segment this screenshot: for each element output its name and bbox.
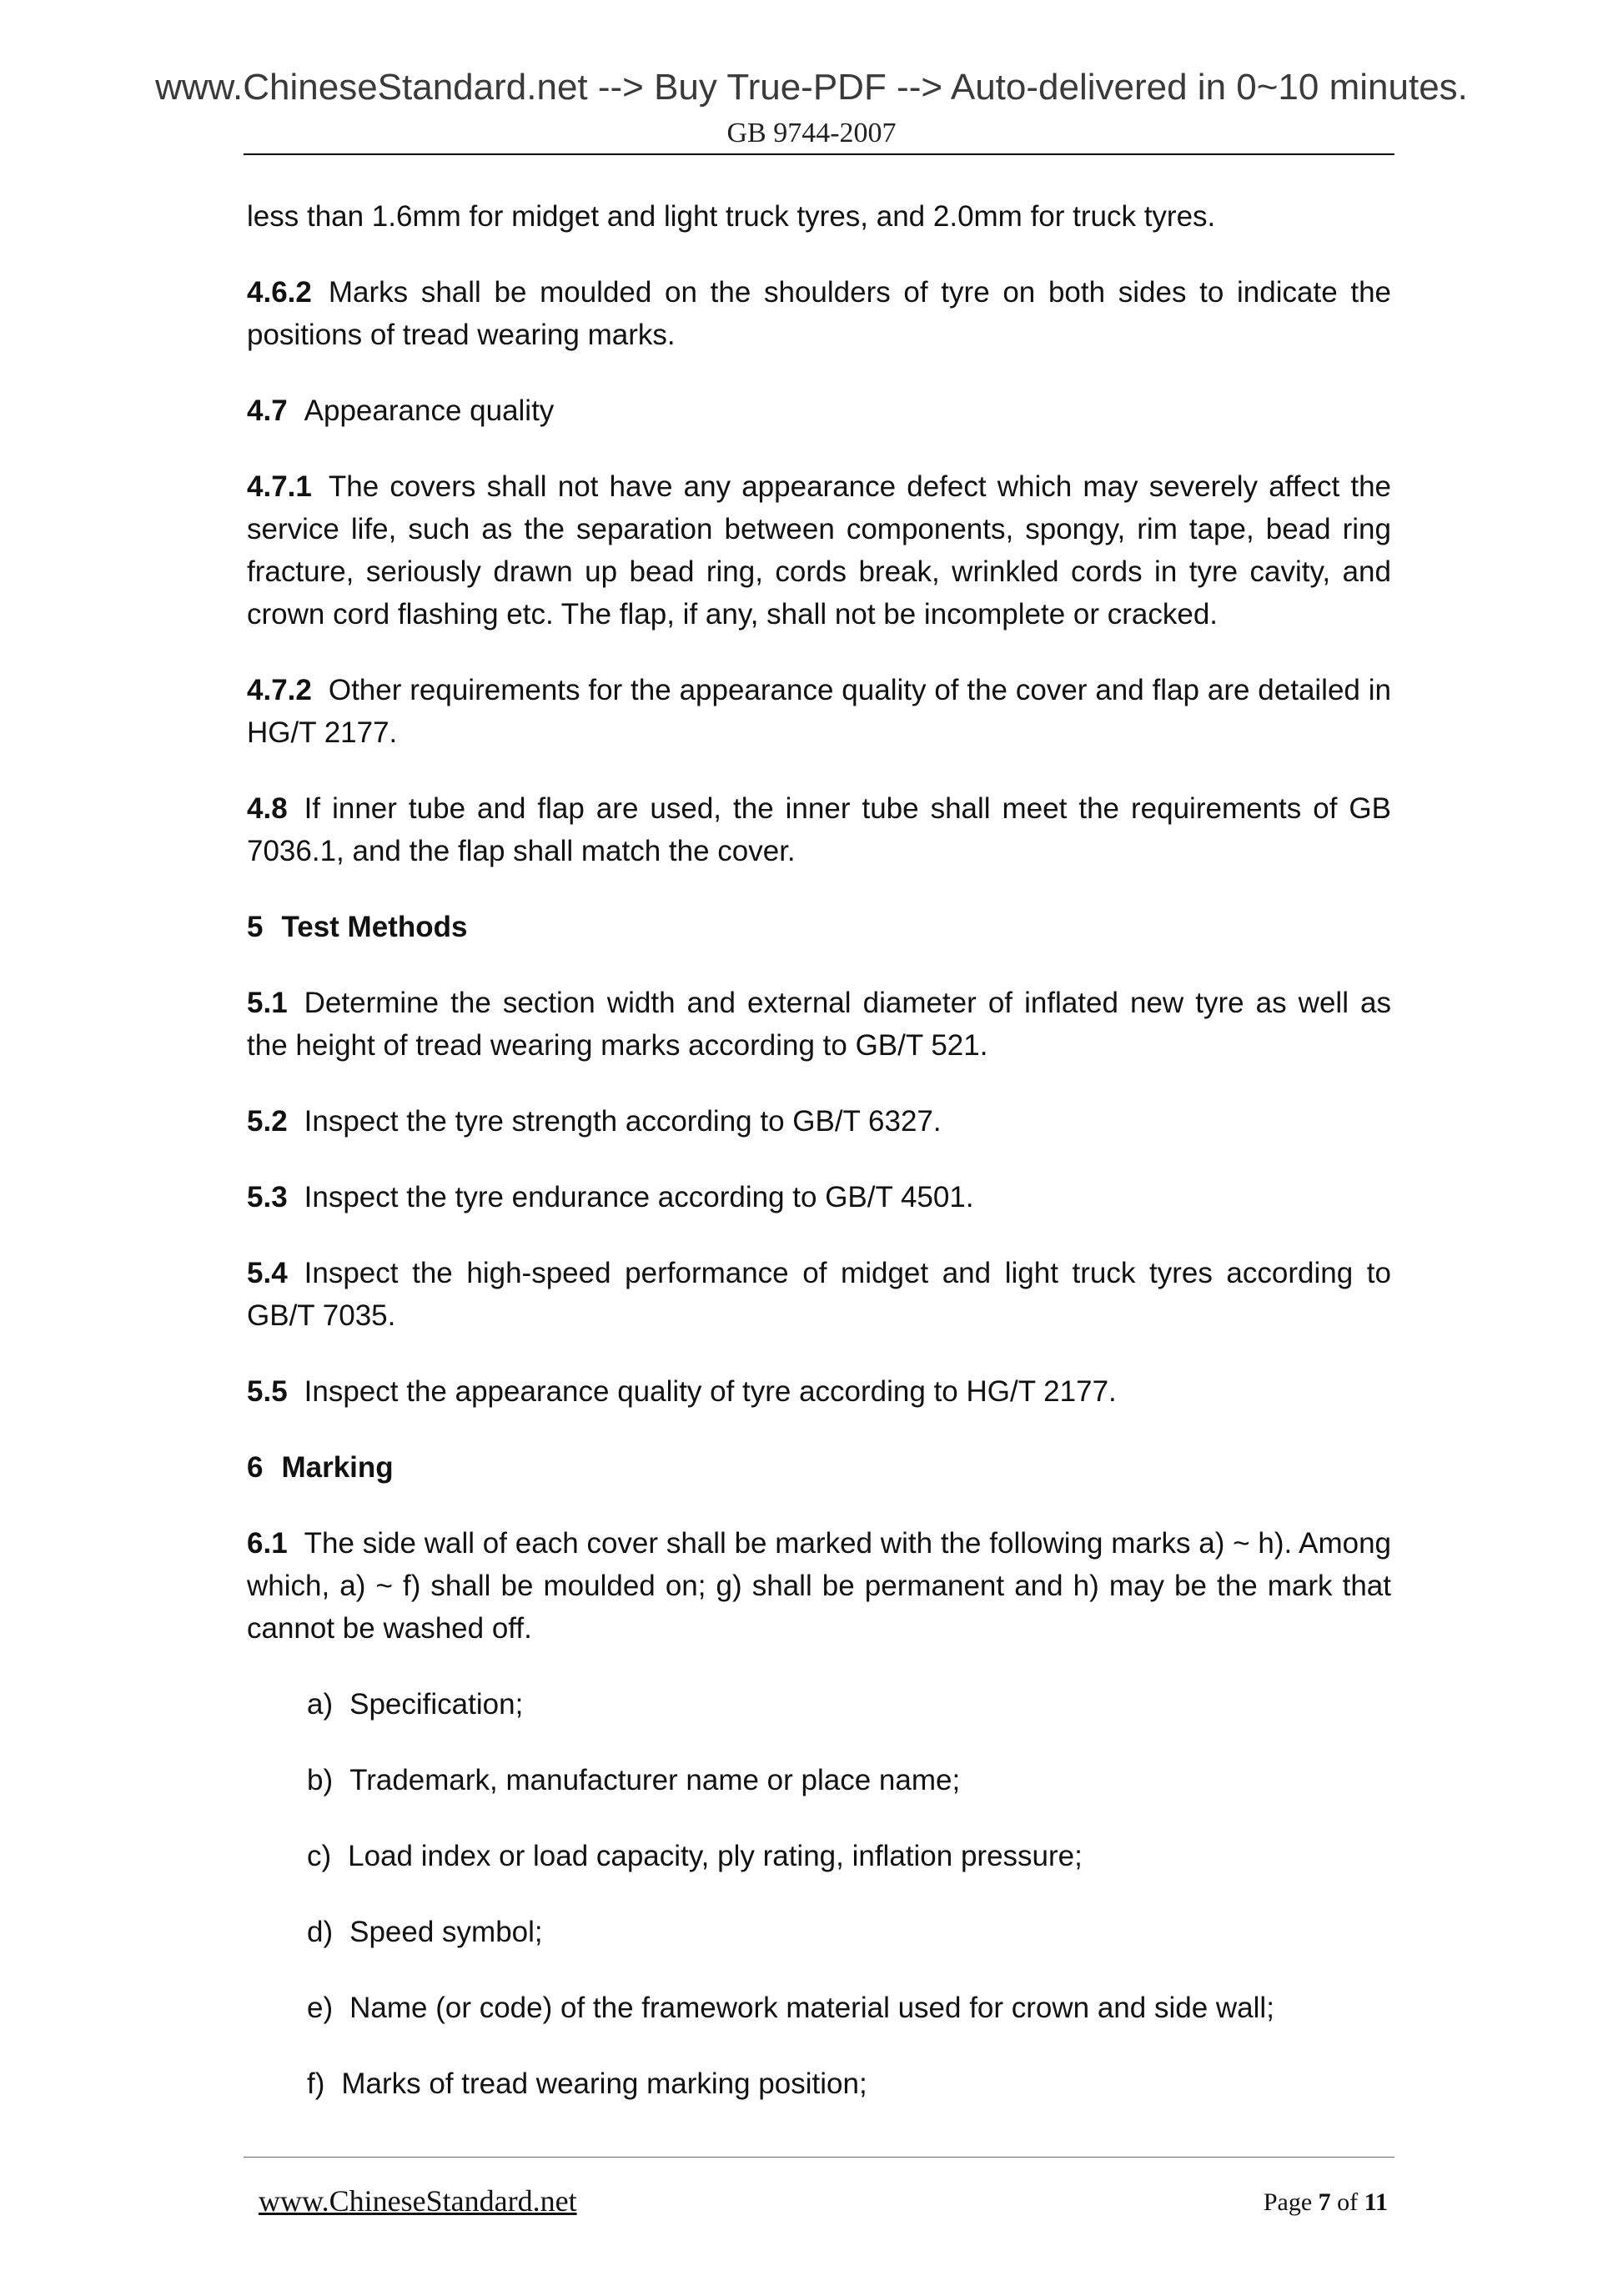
list-item-f	[307, 2062, 1391, 2105]
clause-number: 5.2	[247, 1105, 288, 1138]
list-text: Specification;	[349, 1688, 524, 1721]
page-current: 7	[1318, 2188, 1331, 2216]
document-number: GB 9744-2007	[726, 118, 897, 148]
list-item-e	[307, 1987, 1391, 2029]
section-title: Test Methods	[281, 911, 468, 943]
clause-5-2	[247, 1100, 1391, 1143]
clause-text: Inspect the high-speed performance of midget and light truck tyres according to GB/T 7035.	[247, 1257, 1391, 1332]
clause-4-7-2	[247, 669, 1391, 754]
clause-5-1	[247, 982, 1391, 1067]
clause-4-7	[247, 389, 1391, 432]
clause-4-8	[247, 787, 1391, 872]
list-label: c)	[307, 1840, 332, 1872]
list-label: b)	[307, 1764, 334, 1796]
list-text: Load index or load capacity, ply rating, inflation pressure;	[348, 1840, 1083, 1872]
clause-4-7-1	[247, 465, 1391, 636]
list-text: Speed symbol;	[349, 1916, 543, 1948]
clause-number: 4.6.2	[247, 276, 312, 309]
clause-text: Determine the section width and external diameter of inflated new tyre as well as the height of tread wearing marks according to GB/T 521.	[247, 987, 1391, 1062]
section-title: Marking	[281, 1451, 394, 1484]
footer-site-link[interactable]: www.ChineseStandard.net	[259, 2184, 577, 2218]
clause-6-1	[247, 1522, 1391, 1650]
list-label: e)	[307, 1992, 334, 2024]
clause-number: 5.3	[247, 1181, 288, 1213]
clause-number: 5.4	[247, 1257, 288, 1289]
list-item-b	[307, 1759, 1391, 1801]
clause-number: 4.7.2	[247, 674, 312, 706]
list-text: Name (or code) of the framework material used for crown and side wall;	[349, 1992, 1274, 2024]
clause-4-6-2	[247, 271, 1391, 356]
clause-text: Appearance quality	[304, 394, 555, 427]
page-word: Page	[1263, 2188, 1313, 2216]
document-body	[247, 195, 1391, 2138]
clause-5-3	[247, 1176, 1391, 1218]
clause-number: 5.5	[247, 1375, 288, 1408]
clause-text: Marks shall be moulded on the shoulders of tyre on both sides to indicate the positions of tread wearing marks.	[247, 276, 1391, 351]
clause-text: Inspect the tyre strength according to GB/T 6327.	[304, 1105, 942, 1138]
list-item-d	[307, 1911, 1391, 1953]
clause-text: Inspect the appearance quality of tyre according to HG/T 2177.	[304, 1375, 1117, 1408]
page-of: of	[1337, 2188, 1359, 2216]
list-text: Trademark, manufacturer name or place name;	[349, 1764, 961, 1796]
list-item-a	[307, 1683, 1391, 1726]
list-label: f)	[307, 2067, 325, 2100]
page-indicator	[1264, 2188, 1388, 2217]
clause-number: 5.1	[247, 987, 288, 1019]
download-banner: www.ChineseStandard.net --> Buy True-PDF --> Auto-delivered in 0~10 minutes.	[155, 67, 1468, 108]
list-text: Marks of tread wearing marking position;	[341, 2067, 867, 2100]
clause-5-5	[247, 1370, 1391, 1413]
paragraph-continuation: less than 1.6mm for midget and light truck tyres, and 2.0mm for truck tyres.	[247, 200, 1216, 233]
list-label: a)	[307, 1688, 334, 1721]
clause-text: Other requirements for the appearance quality of the cover and flap are detailed in HG/T 2177.	[247, 674, 1391, 749]
clause-5-4	[247, 1252, 1391, 1337]
footer-rule	[244, 2157, 1394, 2158]
clause-number: 6.1	[247, 1527, 288, 1560]
section-heading-6	[247, 1446, 1391, 1489]
clause-text: If inner tube and flap are used, the inner tube shall meet the requirements of GB 7036.1, and the flap shall match the cover.	[247, 792, 1391, 867]
clause-number: 4.7.1	[247, 470, 312, 503]
clause-number: 4.7	[247, 394, 288, 427]
page-total: 11	[1364, 2188, 1388, 2216]
clause-text: Inspect the tyre endurance according to GB/T 4501.	[304, 1181, 974, 1213]
section-number: 6	[247, 1451, 264, 1484]
clause-text: The covers shall not have any appearance defect which may severely affect the service life, such as the separation between components, spongy, rim tape, bead ring fracture, seriously drawn up bead ring, cords break, wrinkled cords in tyre cavity, and crown cord flashing etc. The flap, if any, shall not be incomplete or cracked.	[247, 470, 1391, 631]
section-number: 5	[247, 911, 264, 943]
clause-text: The side wall of each cover shall be marked with the following marks a) ~ h). Among which, a) ~ f) shall be moulded on; g) shall be permanent and h) may be the mark that cannot be washed off.	[247, 1527, 1391, 1645]
list-label: d)	[307, 1916, 334, 1948]
list-item-c	[307, 1835, 1391, 1877]
clause-number: 4.8	[247, 792, 288, 825]
header-rule	[244, 153, 1394, 155]
section-heading-5	[247, 906, 1391, 948]
